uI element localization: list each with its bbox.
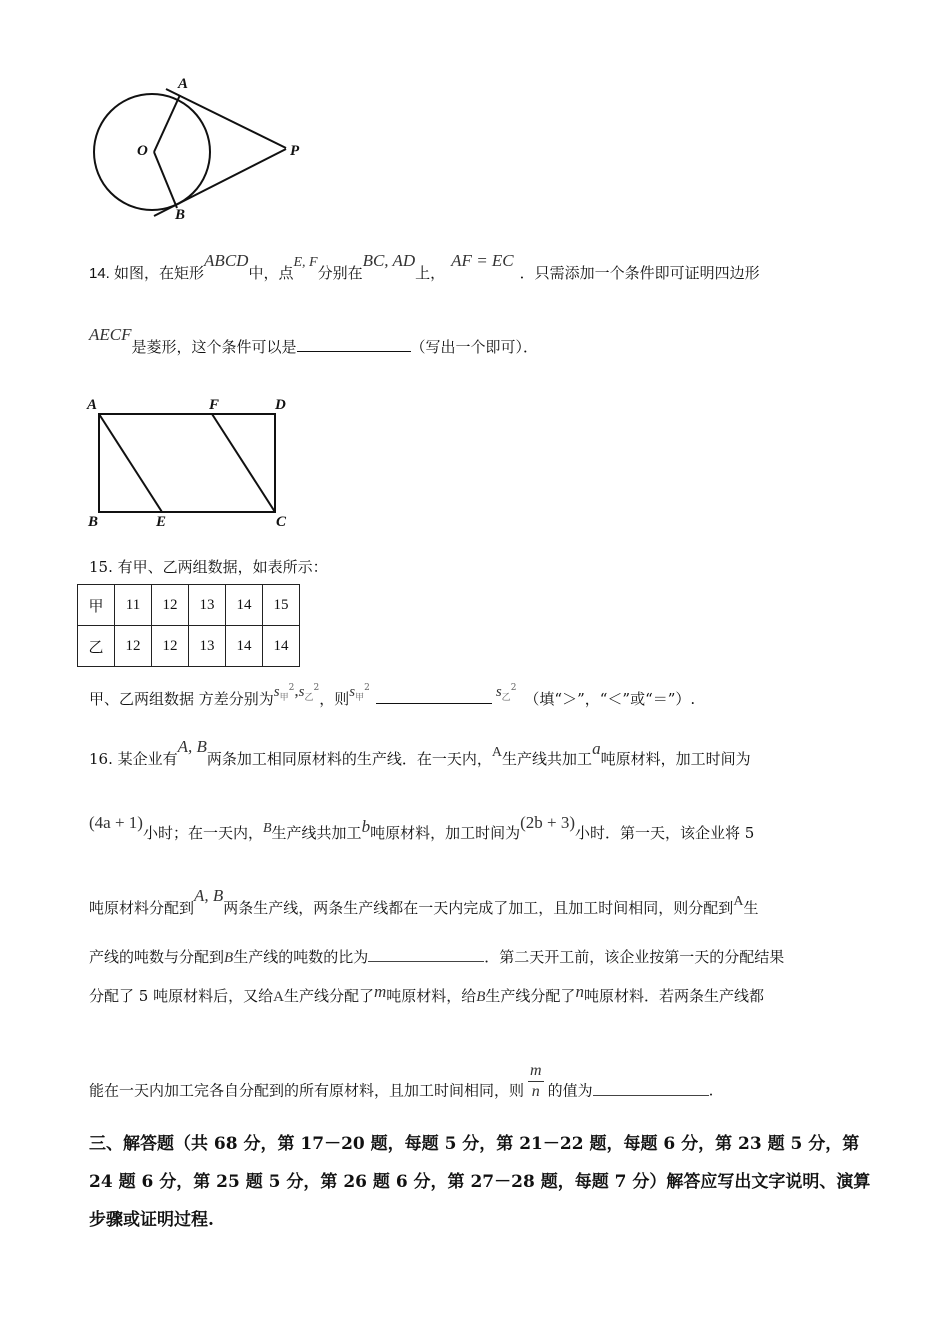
q15-data-table [77, 584, 300, 667]
label-a: A [178, 76, 189, 92]
q15-line: 甲、乙两组数据 方差分别为$s_甲^2,s_乙^2$，则$s_甲^2$ $s_乙^2$（填“＞”，“＜”或“＝”）. [89, 681, 696, 708]
section3-line2: 24 题 6 分，第 25 题 5 分，第 26 题 6 分，第 27－28 题，每题 7 分）解答应写出文字说明、演算 [89, 1172, 871, 1192]
q14-sides: BC, AD [362, 251, 416, 270]
label-e: E [156, 514, 167, 530]
q14-line2 [89, 325, 539, 357]
tangent-pa [166, 89, 286, 148]
segment-ae [99, 414, 162, 512]
tangent-pb [154, 149, 286, 216]
q14-line1 [89, 251, 760, 283]
label-d: D [275, 397, 286, 413]
q14-quad: AECF [89, 325, 132, 344]
label-c: C [276, 514, 287, 530]
table-cell: 14 [263, 626, 300, 667]
table-cell: 14 [226, 585, 263, 626]
variance-jia: $s_甲^2$ [273, 683, 295, 703]
table-cell: 13 [189, 626, 226, 667]
table-cell: 15 [263, 585, 300, 626]
rectangle-abcd [99, 414, 275, 512]
radius-ob [154, 152, 177, 208]
q14-text4: 上， [415, 264, 446, 282]
variance-yi: $s_乙^2$ [298, 683, 320, 703]
q14-text1: 如图，在矩形 [114, 264, 205, 282]
q16-line6: 能在一天内加工完各自分配到的所有原材料，且加工时间相同，则 $\frac{m}{n}$ 的值为 . [89, 1062, 714, 1100]
variance-jia-2: $s_甲^2$ [349, 683, 370, 703]
q14-answer-blank[interactable] [297, 337, 411, 352]
q15-text1: 甲、乙两组数据 方差分别为 [89, 690, 274, 708]
circle-o [94, 94, 210, 210]
radius-oa [154, 95, 180, 152]
q16-ratio-blank[interactable] [368, 947, 484, 962]
label-p: P [290, 143, 300, 159]
q15-answer-blank[interactable] [376, 689, 492, 704]
table-cell: 11 [115, 585, 152, 626]
q14-number: 14. [89, 265, 115, 282]
q15-intro: 15. 有甲、乙两组数据，如表所示： [89, 558, 328, 576]
q14-text2: 中，点 [248, 264, 294, 282]
table-cell: 12 [152, 626, 189, 667]
section3-line1: 三、解答题（共 68 分，第 17－20 题，每题 5 分，第 21－22 题，每题 6 分，第 23 题 5 分，第 [89, 1134, 860, 1154]
section3-line3: 步骤或证明过程. [89, 1210, 214, 1230]
q14-text6: 是菱形，这个条件可以是 [131, 338, 297, 356]
label-a: A [87, 397, 98, 413]
label-b: B [175, 207, 186, 223]
table-row-yi [78, 626, 300, 667]
circle-tangent-figure [88, 74, 318, 226]
q16-line1: 16. 某企业有A, B两条加工相同原材料的生产线．在一天内，A生产线共加工a吨原材料，加工时间为 [89, 737, 751, 768]
q15-text2: ，则 [319, 690, 350, 708]
fraction-m-over-n: $\frac{m}{n}$ [530, 1062, 542, 1100]
q15-text3: （填“＞”，“＜”或“＝”）. [524, 690, 696, 708]
table-cell: 甲 [78, 585, 115, 626]
q14-text7: （写出一个即可）． [410, 338, 539, 356]
variance-yi-2: $s_乙^2$ [495, 683, 517, 703]
q16-line2: (4a + 1)小时；在一天内，B生产线共加工b吨原材料，加工时间为(2b + 3)小时．第一天，该企业将 5 [89, 813, 755, 842]
q16-line3: 吨原材料分配到A, B两条生产线，两条生产线都在一天内完成了加工，且加工时间相同，则分配到A生 [89, 886, 759, 917]
table-cell: 13 [189, 585, 226, 626]
q16-line5: 分配了 5 吨原材料后，又给A生产线分配了m吨原材料，给B生产线分配了n吨原材料．若两条生产线都 [89, 982, 764, 1005]
table-cell: 12 [152, 585, 189, 626]
q14-rect: ABCD [204, 251, 249, 270]
table-row-jia [78, 585, 300, 626]
q16-line4: 产线的吨数与分配到B生产线的吨数的比为 ．第二天开工前，该企业按第一天的分配结果 [89, 948, 785, 966]
label-f: F [209, 397, 220, 413]
q14-eq: AF = EC [451, 251, 514, 270]
table-cell: 14 [226, 626, 263, 667]
q14-points: E, F [293, 255, 318, 270]
label-o: O [137, 143, 148, 159]
label-b: B [88, 514, 99, 530]
table-cell: 乙 [78, 626, 115, 667]
rectangle-figure [82, 393, 292, 533]
q14-text3: 分别在 [317, 264, 363, 282]
q14-text5: ．只需添加一个条件即可证明四边形 [519, 264, 760, 282]
q16-value-blank[interactable] [593, 1081, 709, 1096]
segment-fc [212, 414, 275, 512]
table-cell: 12 [115, 626, 152, 667]
